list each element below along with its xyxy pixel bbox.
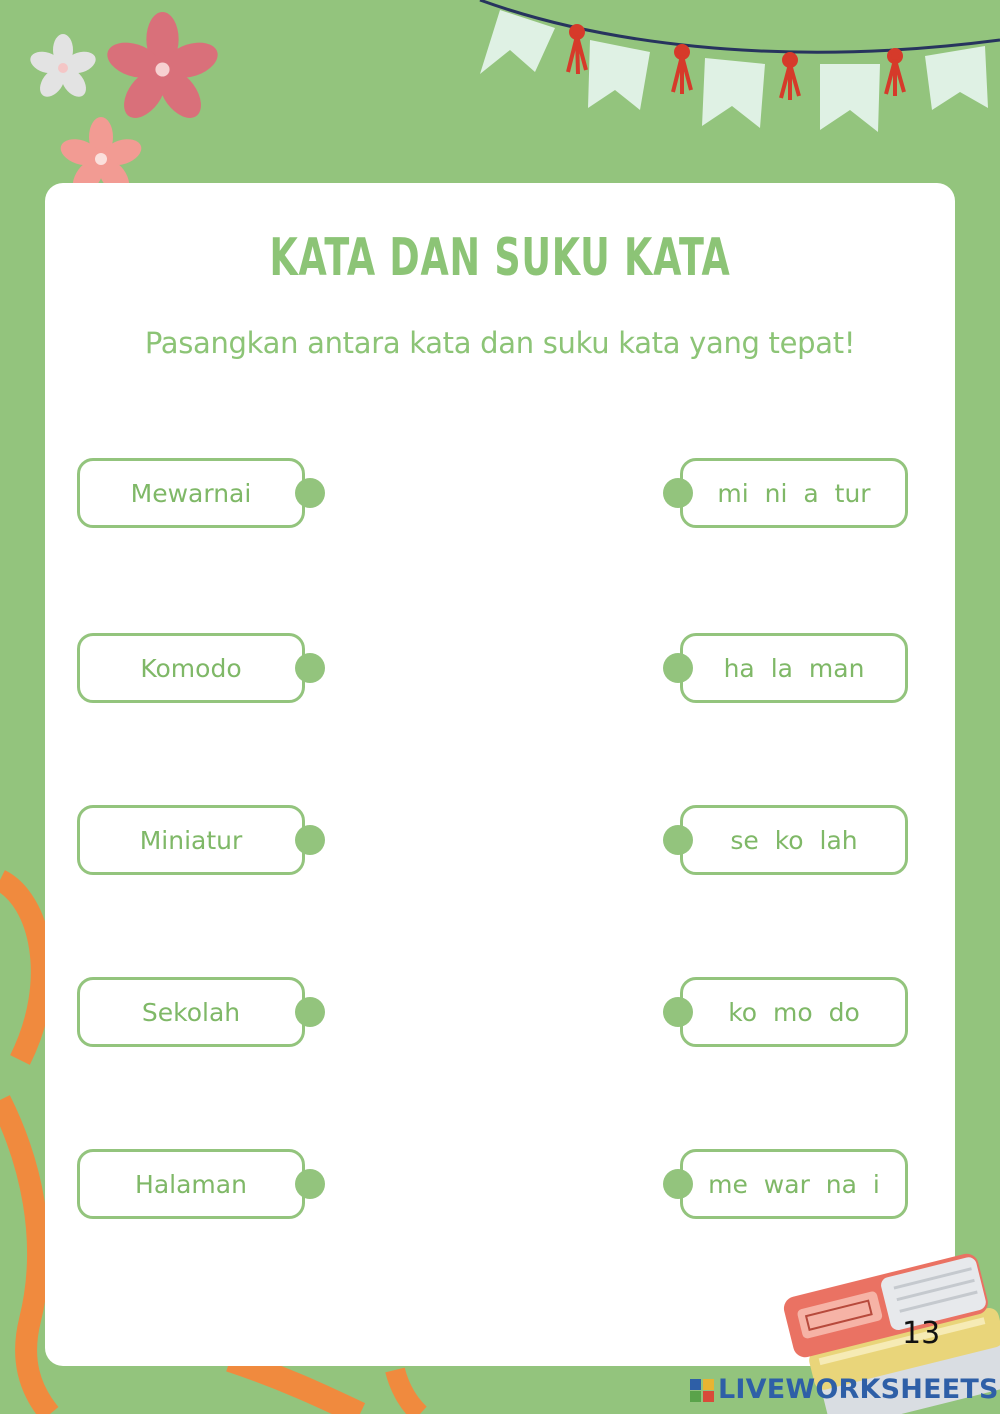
flower-icon bbox=[105, 12, 220, 127]
word-label: Komodo bbox=[140, 653, 242, 683]
page-number: 13 bbox=[902, 1316, 941, 1351]
word-label: Miniatur bbox=[139, 825, 243, 855]
syllable-label: se ko lah bbox=[730, 825, 858, 855]
flower-icon bbox=[28, 34, 98, 102]
word-label: Halaman bbox=[135, 1169, 247, 1199]
bunting-icon bbox=[470, 0, 1000, 140]
word-pill-5[interactable] bbox=[77, 1149, 305, 1219]
syllable-pill-1[interactable] bbox=[680, 458, 908, 528]
word-connector-dot-2[interactable] bbox=[295, 653, 325, 683]
syllable-label: mi ni a tur bbox=[717, 478, 871, 508]
syllable-label: ha la man bbox=[723, 653, 865, 683]
liveworksheets-brand[interactable] bbox=[690, 1374, 999, 1405]
word-connector-dot-5[interactable] bbox=[295, 1169, 325, 1199]
word-label: Mewarnai bbox=[130, 478, 252, 508]
brand-label: LIVEWORKSHEETS bbox=[718, 1374, 999, 1405]
syllable-connector-dot-4[interactable] bbox=[663, 997, 693, 1027]
syllable-pill-3[interactable] bbox=[680, 805, 908, 875]
syllable-connector-dot-2[interactable] bbox=[663, 653, 693, 683]
word-connector-dot-1[interactable] bbox=[295, 478, 325, 508]
word-label: Sekolah bbox=[141, 997, 241, 1027]
syllable-connector-dot-3[interactable] bbox=[663, 825, 693, 855]
word-pill-4[interactable] bbox=[77, 977, 305, 1047]
word-connector-dot-3[interactable] bbox=[295, 825, 325, 855]
word-connector-dot-4[interactable] bbox=[295, 997, 325, 1027]
word-pill-3[interactable] bbox=[77, 805, 305, 875]
word-pill-1[interactable] bbox=[77, 458, 305, 528]
syllable-connector-dot-1[interactable] bbox=[663, 478, 693, 508]
syllable-label: ko mo do bbox=[728, 997, 860, 1027]
syllable-label: me war na i bbox=[708, 1169, 880, 1199]
liveworksheets-logo-icon bbox=[690, 1377, 716, 1403]
syllable-pill-2[interactable] bbox=[680, 633, 908, 703]
syllable-pill-4[interactable] bbox=[680, 977, 908, 1047]
syllable-connector-dot-5[interactable] bbox=[663, 1169, 693, 1199]
instruction-text: Pasangkan antara kata dan suku kata yang tepat! bbox=[144, 326, 856, 360]
word-pill-2[interactable] bbox=[77, 633, 305, 703]
page-title: KATA DAN SUKU KATA bbox=[269, 228, 731, 288]
syllable-pill-5[interactable] bbox=[680, 1149, 908, 1219]
